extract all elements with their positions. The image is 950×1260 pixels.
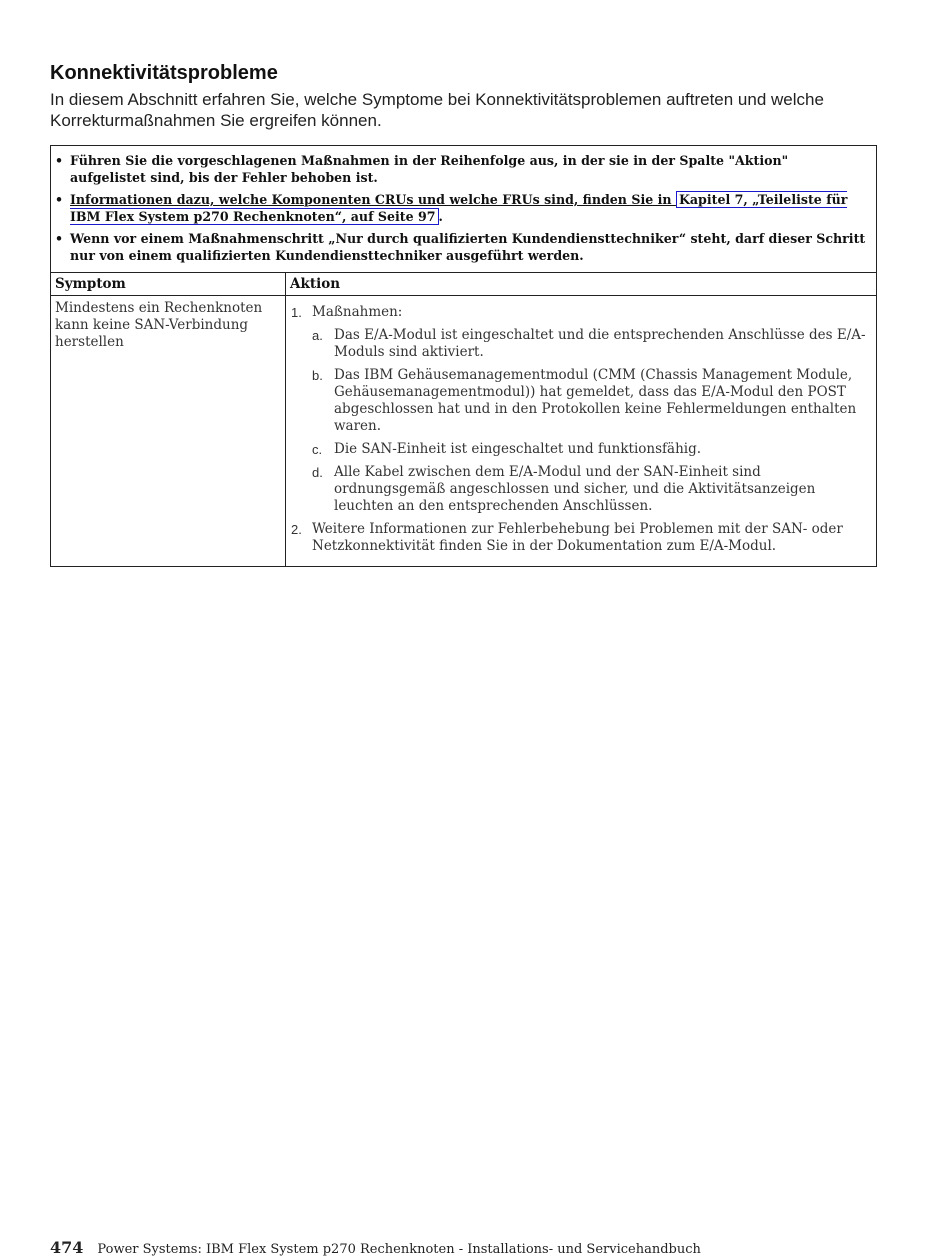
chapter-7-link[interactable]: Kapitel 7, „Teileliste für IBM Flex System p270 Rechenknoten“, auf Seite 97 [70, 192, 848, 224]
page-footer [50, 1238, 701, 1257]
action-step [290, 304, 870, 515]
header-row [51, 273, 877, 296]
table-row [51, 296, 877, 567]
sub-step-letter: a. [312, 328, 323, 343]
step-number: 2. [291, 522, 302, 537]
notes-cell [51, 146, 877, 273]
sub-step [312, 367, 870, 435]
step-text: Weitere Informationen zur Fehlerbehebung bei Problemen mit der SAN- oder Netzkonnektivität finden Sie in der Dokumentation zum E/A-Modul. [312, 521, 843, 554]
sub-step-letter: c. [312, 442, 323, 457]
sub-step-text: Alle Kabel zwischen dem E/A-Modul und der SAN-Einheit sind ordnungsgemäß angeschlossen und sicher, und die Aktivitätsanzeigen leuchten an den entsprechenden Anschlüssen. [334, 464, 816, 514]
step-number: 1. [291, 305, 302, 320]
step-text: Maßnahmen: [312, 304, 403, 320]
sub-step-letter: d. [312, 465, 323, 480]
sub-step-text: Die SAN-Einheit ist eingeschaltet und funktionsfähig. [334, 441, 702, 457]
sub-step-text: Das IBM Gehäusemanagementmodul (CMM (Chassis Management Module, Gehäusemanagementmodul)) hat gemeldet, dass das E/A-Modul den POST abgeschlossen hat und in den Protokollen keine Fehlermeldungen enthalten waren. [334, 367, 857, 434]
symptom-action-table [50, 145, 877, 567]
action-cell [286, 296, 877, 567]
sub-step [312, 441, 870, 458]
page-number: 474 [50, 1238, 84, 1257]
book-title: Power Systems: IBM Flex System p270 Rechenknoten - Installations- und Servicehandbuch [97, 1242, 701, 1257]
section-intro: In diesem Abschnitt erfahren Sie, welche Symptome bei Konnektivitätsproblemen auftreten und welche Korrekturmaßnahmen Sie ergreifen können. [50, 90, 824, 130]
note-text: Informationen dazu, welche Komponenten CRUs und welche FRUs sind, finden Sie in [70, 192, 676, 207]
note-text: Führen Sie die vorgeschlagenen Maßnahmen in der Reihenfolge aus, in der sie in der Spalte "Aktion" aufgelistet sind, bis der Fehler behoben ist. [70, 153, 789, 185]
action-step [290, 521, 870, 555]
sub-step [312, 327, 870, 361]
page-content [50, 58, 876, 567]
sub-step-text: Das E/A-Modul ist eingeschaltet und die entsprechenden Anschlüsse des E/A-Moduls sind aktiviert. [334, 327, 866, 360]
bullet-icon: • [55, 231, 64, 246]
sub-step-letter: b. [312, 368, 323, 383]
bullet-icon: • [55, 153, 64, 168]
section-title: Konnektivitätsprobleme [50, 62, 278, 84]
note-text-end: . [438, 209, 443, 224]
bullet-icon: • [55, 192, 64, 207]
symptom-cell: Mindestens ein Rechenknoten kann keine SAN-Verbindung herstellen [51, 296, 286, 567]
notes-row [51, 146, 877, 273]
note-item [55, 191, 868, 225]
column-header-action: Aktion [286, 273, 877, 296]
note-item [55, 152, 868, 186]
note-item [55, 230, 868, 264]
column-header-symptom: Symptom [51, 273, 286, 296]
sub-step [312, 464, 870, 515]
note-text: Wenn vor einem Maßnahmenschritt „Nur durch qualifizierten Kundendiensttechniker“ steht, darf dieser Schritt nur von einem qualifizierten Kundendiensttechniker ausgeführt werden. [70, 231, 866, 263]
